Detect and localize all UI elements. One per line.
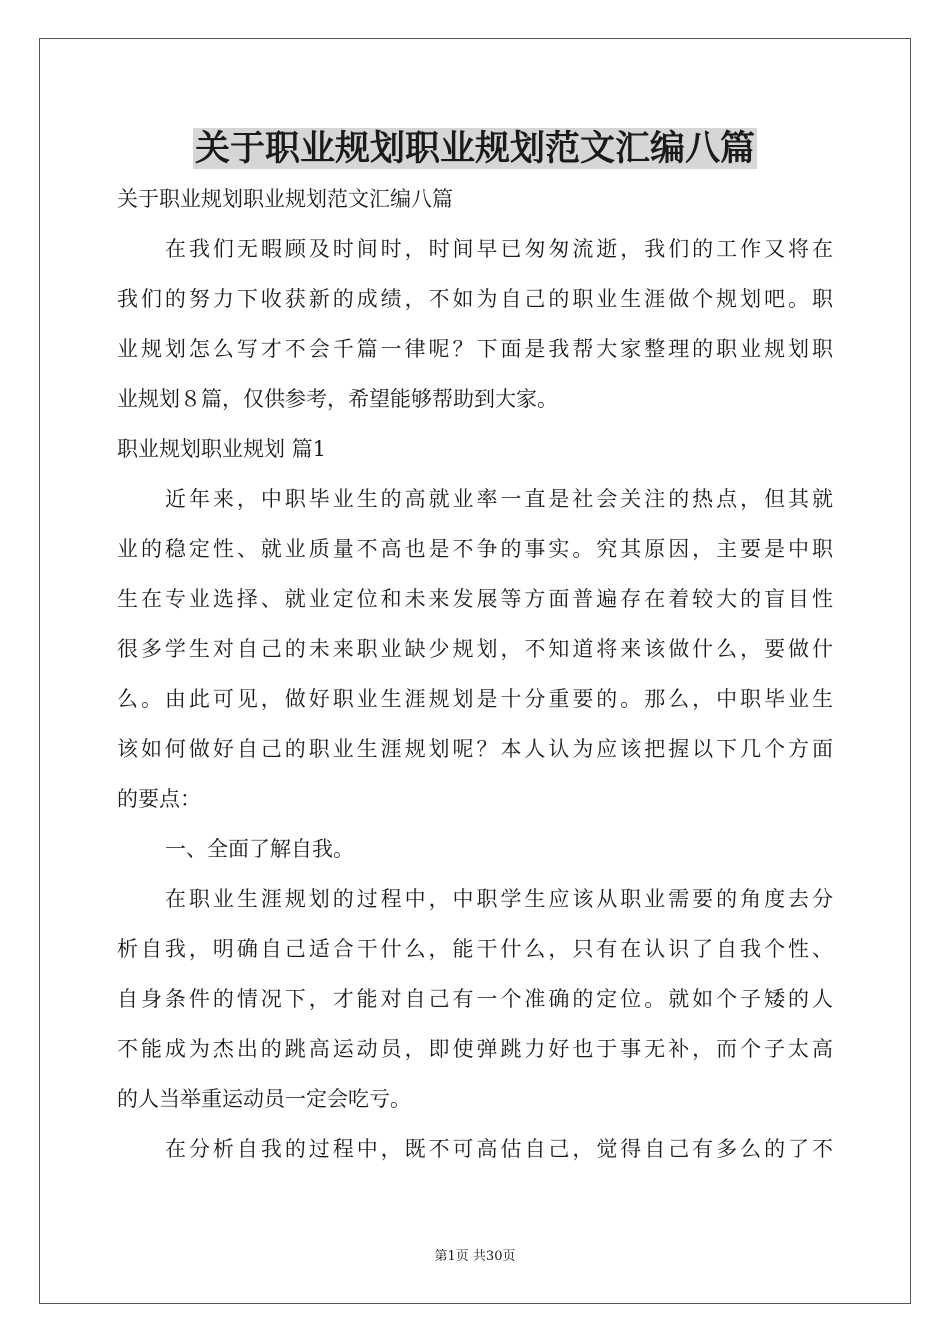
paragraph-line: 在职业生涯规划的过程中，中职学生应该从职业需要的角度去分 <box>165 887 833 911</box>
subsection-heading: 一、全面了解自我。 <box>165 837 354 861</box>
document-title: 关于职业规划职业规划范文汇编八篇 <box>194 128 755 169</box>
paragraph-line: 在我们无暇顾及时间时，时间早已匆匆流逝，我们的工作又将在 <box>165 237 833 261</box>
paragraph-line: 不能成为杰出的跳高运动员，即使弹跳力好也于事无补，而个子太高 <box>117 1037 833 1061</box>
paragraph-line: 业的稳定性、就业质量不高也是不争的事实。究其原因，主要是中职 <box>117 537 833 561</box>
paragraph-line: 么。由此可见，做好职业生涯规划是十分重要的。那么，中职毕业生 <box>117 687 833 711</box>
paragraph-line: 生在专业选择、就业定位和未来发展等方面普遍存在着较大的盲目性 <box>117 587 833 611</box>
page-border <box>39 38 911 1304</box>
page-footer: 第1页 共30页 <box>434 1249 516 1264</box>
paragraph-line: 很多学生对自己的未来职业缺少规划，不知道将来该做什么，要做什 <box>117 637 833 661</box>
paragraph-line: 近年来，中职毕业生的高就业率一直是社会关注的热点，但其就 <box>165 487 833 511</box>
section-heading: 职业规划职业规划 篇1 <box>117 437 327 461</box>
paragraph-line: 自身条件的情况下，才能对自己有一个准确的定位。就如个子矮的人 <box>117 987 833 1011</box>
paragraph-line: 我们的努力下收获新的成绩，不如为自己的职业生涯做个规划吧。职 <box>117 287 833 311</box>
paragraph-line: 业规划怎么写才不会千篇一律呢？下面是我帮大家整理的职业规划职 <box>117 337 833 361</box>
paragraph-line: 的要点： <box>117 787 201 811</box>
paragraph-line: 的人当举重运动员一定会吃亏。 <box>117 1087 411 1111</box>
paragraph-line: 在分析自我的过程中，既不可高估自己，觉得自己有多么的了不 <box>165 1137 833 1161</box>
paragraph-line: 该如何做好自己的职业生涯规划呢？本人认为应该把握以下几个方面 <box>117 737 833 761</box>
document-subtitle: 关于职业规划职业规划范文汇编八篇 <box>117 187 453 211</box>
paragraph-line: 析自我，明确自己适合干什么，能干什么，只有在认识了自我个性、 <box>117 937 833 961</box>
paragraph-line: 业规划８篇，仅供参考，希望能够帮助到大家。 <box>117 387 558 411</box>
